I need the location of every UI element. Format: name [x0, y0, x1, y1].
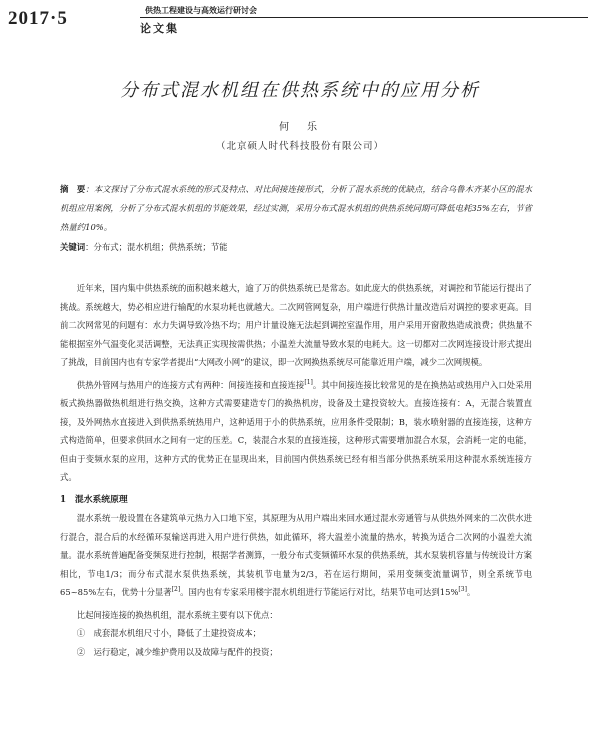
paragraph: 供热外管网与热用户的连接方式有两种：间接连接和直接连接[1]。其中间接连接比较常见的是在换热站或热用户入口处采用板式换热器做热机组进行热交换，这种方式需要建造专门的换热机房，设备及土建投资较大。直接连接有：A，无混合装置直接，及外网热水直接进入到供热系统热用户，这种适用于小的供热系统，应用条件受限制；B，装水喷射器的直接连接，这种方式构造简单，但要求供回水之间有一定的压差。C，装混合水泵的直接连接，这种形式需要增加混合水泵，会消耗一定的电能，但由于变频水泵的应用，这种方式的优势正在显现出来，目前国内供热系统已经有相当部分供热系统采用这种混水系统连接方式。: [60, 378, 533, 482]
keywords-label: 关键词: [60, 242, 86, 252]
citation: [1]: [304, 378, 313, 386]
conference-name: 供热工程建设与高效运行研讨会: [145, 5, 257, 15]
citation: [3]: [458, 586, 467, 594]
paper-title: 分布式混水机组在供热系统中的应用分析: [120, 80, 480, 101]
journal-year-issue: 2017·5: [8, 8, 68, 29]
abstract-label: 摘 要: [60, 184, 86, 194]
abstract: [60, 180, 532, 237]
paragraph: 混水系统一般设置在各建筑单元热力入口地下室，其原理为从用户端出来回水通过混水旁通管与从供热外网来的二次供水进行混合，混合后的水经循环泵输送再进入用户进行供热，如此循环，将大温差小流量的热水，转换为适合二次网的小温差大流量。混水系统普遍配备变频泵进行控制，根据学者测算，一般分布式变频循环水泵的供热系统，其水泵装机容量与传统设计方案相比，节电1/3；而分布式混水泵供热系统，其装机节电量为2/3，若在运行期间，采用变频变流量调节，则全系统节电65~85%左右，优势十分显著[2]。国内也有专家采用楼宇混水机组进行节能运行对比，结果节电可达到15%[3]。: [60, 513, 532, 597]
paper-affiliation: （北京硕人时代科技股份有限公司）: [215, 141, 384, 152]
list-item: ② 运行稳定，减少维护费用以及故障与配件的投资；: [76, 646, 278, 657]
section-heading: 1 混水系统原理: [60, 494, 128, 505]
paragraph: 近年来，国内集中供热系统的面积越来越大，逾了万的供热系统已是常态。如此庞大的供热系统，对调控和节能运行提出了挑战。系统越大，势必相应进行输配的水泵功耗也就越大。二次网管网复杂，用户端进行供热计量改造后对调控的要求更高。目前二次网常见的问题有：水力失调导致冷热不均；用户计量设施无法起到调控室温作用，用户采用开窗散热造成浪费；供热量不能根据室外气温变化灵活调整，无法真正实现按需供热；小温差大流量导致水泵的电耗大。这一切都对二次网连接设计形式提出了挑战，目前国内也有专家学者提出“大网改小网”的建议，即一次网换热系统尽可能靠近用户端，减少二次网规模。: [60, 283, 532, 367]
keywords: [60, 240, 532, 254]
citation: [2]: [171, 586, 181, 594]
list-item: ① 成套混水机组尺寸小，降低了土建投资成本；: [76, 628, 262, 638]
paper-author: 何 乐: [279, 122, 321, 133]
paragraph: 比起间接连接的换热机组，混水系统主要有以下优点：: [76, 609, 278, 620]
header-rule: [140, 17, 588, 18]
abstract-text: ：本文探讨了分布式混水系统的形式及特点、对比间接连接形式，分析了混水系统的优缺点，结合乌鲁木齐某小区的混水机组应用案例，分析了分布式混水机组的节能效果，经过实测，采用分布式混水机组的供热系统同期可降低电耗35%左右，节省热量约10%。: [60, 184, 533, 232]
section-label: 论文集: [140, 22, 179, 35]
body-text: [60, 279, 532, 661]
keywords-text: ：分布式；混水机组；供热系统；节能: [85, 242, 228, 252]
